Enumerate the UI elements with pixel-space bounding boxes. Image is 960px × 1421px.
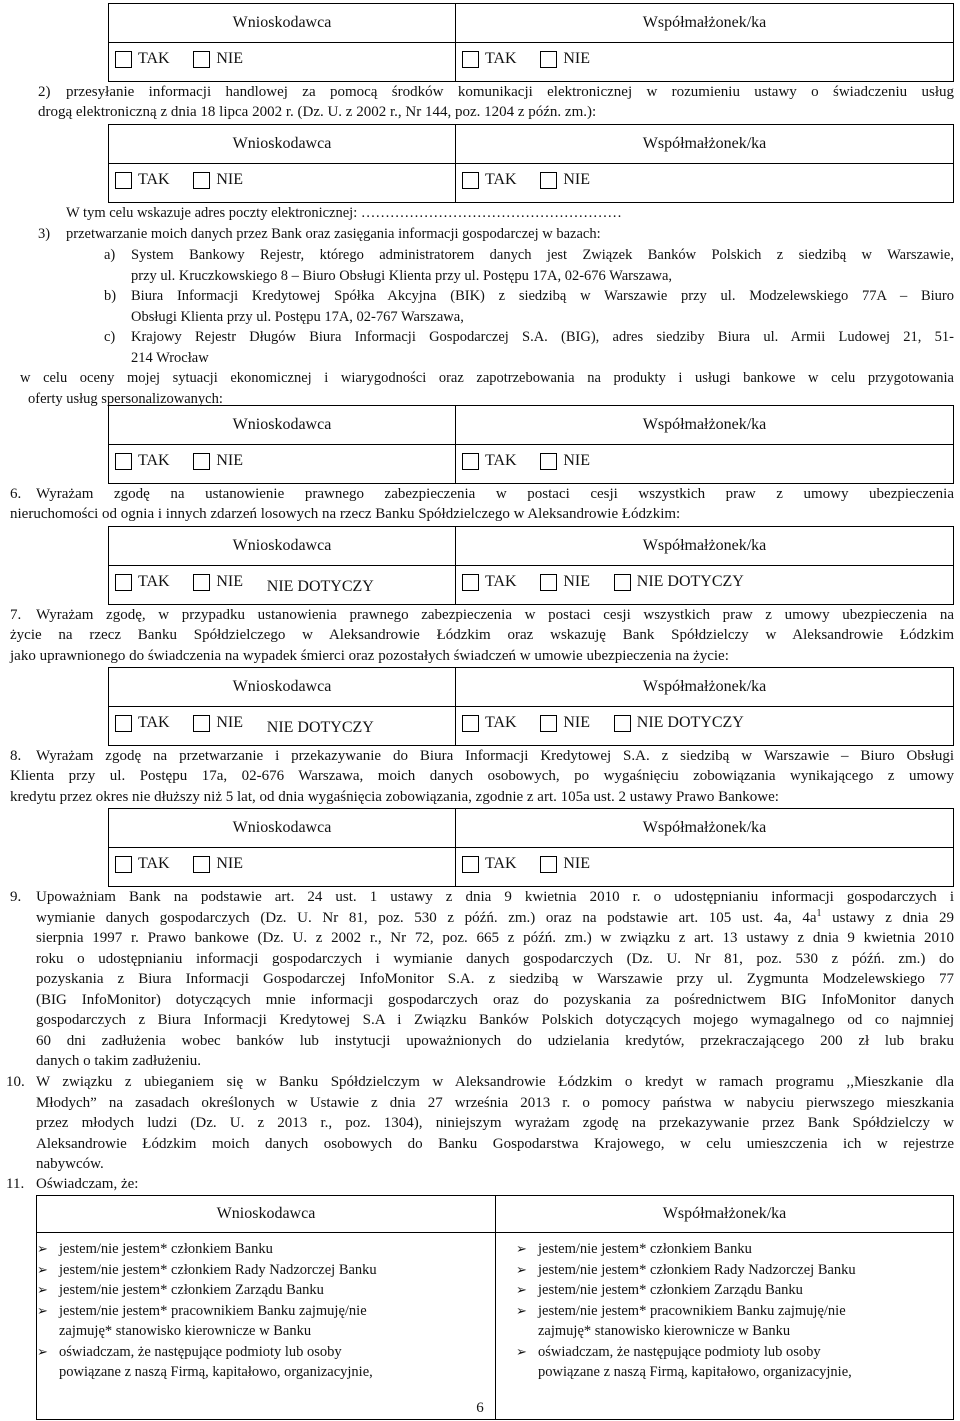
applicant-header: Wnioskodawca [109,668,456,707]
item-7-line3: jako uprawnionego do świadczenia na wypadek śmierci oraz pozostałych świadczeń w umowie ubezpieczenia na życie: [10,647,729,664]
checkbox[interactable] [462,856,479,873]
checkbox[interactable] [540,453,557,470]
item-6-line2: nieruchomości od ognia i innych zdarzeń losowych na rzecz Banku Spółdzielczego w Aleksandrowie Łódzkim: [10,506,681,522]
item-3b-line1: Biura Informacji Kredytowej Spółka Akcyjna (BIK) z siedzibą w Warszawie przy ul. Modzelewskiego 77A – Biuro [131,288,954,304]
item-3c-label: c) [104,329,116,345]
option-nie: NIE [216,714,244,732]
email-label: W tym celu wskazuje adres poczty elektronicznej: ……………………………………………… [66,205,622,221]
option-tak: TAK [138,714,170,732]
spouse-header: Współmałżonek/ka [456,125,954,164]
arrow-bullet-icon: ➢ [37,1241,48,1256]
option-nie: NIE [563,714,591,732]
checkbox[interactable] [462,172,479,189]
item-8-line2: Klienta przy ul. Postępu 17a, 02-676 Warszawa, moich danych osobowych, po wygaśnięciu zobowiązania wynikającego z umowy [10,768,954,784]
checkbox[interactable] [115,715,132,732]
checkbox[interactable] [462,51,479,68]
checkbox[interactable] [540,856,557,873]
checkbox[interactable] [193,453,210,470]
applicant-header: Wnioskodawca [109,809,456,848]
checkbox[interactable] [540,51,557,68]
option-tak: TAK [138,855,170,873]
option-nie: NIE [563,855,591,873]
list-item: ➢ jestem/nie jestem* członkiem Banku [37,1239,495,1260]
arrow-bullet-icon: ➢ [516,1241,527,1256]
list-item: ➢ jestem/nie jestem* członkiem Rady Nadzorczej Banku [516,1260,953,1281]
item-10-number: 10. [6,1074,25,1090]
option-tak: TAK [138,452,170,470]
applicant-header: Wnioskodawca [109,406,456,445]
list-item: ➢ jestem/nie jestem* pracownikiem Banku zajmuję/nie zajmuję* stanowisko kierownicze w Banku [37,1302,367,1339]
consent-table-2 [108,124,954,203]
option-tak: TAK [485,714,517,732]
item-7-line2: życie na rzecz Banku Spółdzielczego w Aleksandrowie Łódzkim oraz wskazuję Bank Spółdzielczy w Aleksandrowie Łódzkim [10,627,954,643]
spouse-header: Współmałżonek/ka [456,527,954,566]
arrow-bullet-icon: ➢ [37,1282,48,1297]
spouse-header: Współmałżonek/ka [456,809,954,848]
arrow-bullet-icon: ➢ [37,1261,48,1277]
item-9-number: 9. [10,889,22,905]
item-3b-label: b) [104,288,117,304]
item-7-line1: Wyrażam zgodę, w przypadku ustanowienia prawnego zabezpieczenia w postaci cesji wszystkich praw z umowy ubezpieczenia na [36,607,954,623]
option-nie: NIE [563,50,591,68]
item-11-number: 11. [6,1176,25,1192]
item-8-line1: Wyrażam zgodę na przetwarzanie i przekazywanie do Biura Informacji Kredytowej S.A. z siedzibą w Warszawie – Biuro Obsługi [36,748,954,764]
arrow-bullet-icon: ➢ [516,1282,527,1297]
list-item: ➢ jestem/nie jestem* pracownikiem Banku zajmuję/nie zajmuję* stanowisko kierownicze w Banku [516,1302,846,1339]
option-tak: TAK [485,452,517,470]
checkbox[interactable] [193,574,210,591]
checkbox[interactable] [462,453,479,470]
arrow-bullet-icon: ➢ [37,1343,48,1359]
consent-table-5 [108,667,954,746]
arrow-bullet-icon: ➢ [516,1302,527,1318]
checkbox[interactable] [115,51,132,68]
option-tak: TAK [138,50,170,68]
applicant-header: Wnioskodawca [109,4,456,43]
consent-table-3 [108,405,954,484]
option-nie-dotyczy: NIE DOTYCZY [266,578,374,596]
arrow-bullet-icon: ➢ [516,1261,527,1277]
checkbox[interactable] [115,172,132,189]
checkbox[interactable] [115,574,132,591]
option-nie: NIE [216,452,244,470]
checkbox[interactable] [193,172,210,189]
applicant-header: Wnioskodawca [109,125,456,164]
list-item: ➢ oświadczam, że następujące podmioty lub osoby powiązane z naszą Firmą, kapitałowo, organizacyjnie, [37,1343,373,1380]
applicant-declarations [37,1233,496,1420]
option-tak: TAK [485,855,517,873]
list-item: ➢ jestem/nie jestem* członkiem Zarządu Banku [37,1280,495,1301]
item-7-number: 7. [10,607,22,623]
applicant-header: Wnioskodawca [37,1196,496,1233]
item-10-text: W związku z ubieganiem się w Banku Spółdzielczym w Aleksandrowie Łódzkim o kredyt w ramach programu ,,Mieszkanie dla Młodych” na zasadach określonych w Ustawie z dnia 27 września 2013 r. o pomocy państwa w nabyciu pierwszego mieszkania przez młodych ludzi (Dz. U. z 2013 r., poz. 1304), niniejszym wyrażam zgodę na przekazywanie przez Bank Spółdzielczy w Aleksandrowie Łódzkim moich danych osobowych do Banku Gospodarstwa Krajowego, w celu umieszczenia ich w rejestrze nabywców. [36,1074,954,1172]
item-6-line1: Wyrażam zgodę na ustanowienie prawnego zabezpieczenia w postaci cesji wszystkich praw z umowy ubezpieczenia [36,486,954,502]
item-8-number: 8. [10,748,22,764]
checkbox[interactable] [193,856,210,873]
spouse-declarations [496,1233,954,1420]
consent-table-6 [108,808,954,887]
option-nie: NIE [216,50,244,68]
option-nie: NIE [216,573,244,591]
item-6-number: 6. [10,486,22,502]
option-tak: TAK [138,573,170,591]
consent-table-4 [108,526,954,605]
item-3-title: przetwarzanie moich danych przez Bank oraz zasięgania informacji gospodarczej w bazach: [66,226,601,242]
item-3-purpose-line2: oferty usług spersonalizowanych: [28,390,223,407]
item-3-purpose-line1: w celu oceny mojej sytuacji ekonomicznej i wiarygodności oraz zapotrzebowania na produkty i usługi bankowe w celu przygotowania [20,370,954,386]
arrow-bullet-icon: ➢ [516,1343,527,1359]
page-number: 6 [476,1400,484,1416]
option-nie: NIE [563,452,591,470]
spouse-header: Współmałżonek/ka [456,406,954,445]
checkbox[interactable] [193,51,210,68]
item-8-line3: kredytu przez okres nie dłuższy niż 5 lat, od dnia wygaśnięcia zobowiązania, zgodnie z art. 105a ust. 2 ustawy Prawo Bankowe: [10,788,779,805]
checkbox[interactable] [115,856,132,873]
option-nie-dotyczy: NIE DOTYCZY [636,573,744,591]
option-nie: NIE [216,855,244,873]
option-tak: TAK [485,171,517,189]
item-3a-label: a) [104,247,116,263]
spouse-header: Współmałżonek/ka [496,1196,954,1233]
checkbox[interactable] [614,574,631,591]
option-nie: NIE [563,171,591,189]
item-3-number: 3) [38,226,51,242]
item-3a-line1: System Bankowy Rejestr, którego administratorem danych jest Związek Banków Polskich z siedzibą w Warszawie, [131,247,954,263]
option-nie-dotyczy: NIE DOTYCZY [636,714,744,732]
item-3c-line1: Krajowy Rejestr Długów Biura Informacji Gospodarczej S.A. (BIG), adres siedziby Biura ul. Armii Ludowej 21, 51- [131,329,954,345]
item-9-text: Upoważniam Bank na podstawie art. 24 ust. 1 ustawy z dnia 9 kwietnia 2010 r. o udostępnianiu informacji gospodarczych i wymianie danych gospodarczych (Dz. U. Nr 81, poz. 530 z późń. zm.) oraz na podstawie art. 105 ust. 4a, $4a^1$ ustawy z dnia 29 sierpnia 1997 r. Prawo bankowe (Dz. U. z 2002 r., Nr 72, poz. 665 z późń. zm.) w związku z art. 13 ustawy z dnia 9 kwietnia 2010 roku o udostępnianiu informacji gospodarczych i wymianie danych gospodarczych (Dz. U. Nr 81, poz. 530 z późń. zm.) do pozyskania z Biura Informacji Gospodarczej InfoMonitor S.A. z siedzibą w Warszawie przy ul. Zygmunta Modzelewskiego 77 (BIG InfoMonitor) dotyczących mnie informacji gospodarczych oraz do pozyskania za pośrednictwem BIG InfoMonitor danych gospodarczych z Biura Informacji Kredytowej S.A i Związku Banków Polskich dotyczących mojego wymagalnego od co najmniej 60 dni zadłużenia wobec banków lub instytucji upoważnionych do udzielania kredytów, przekraczającego 200 zł lub braku danych o takim zadłużeniu. [36,889,954,1069]
item-3b-line2: Obsługi Klienta przy ul. Postępu 17A, 02-767 Warszawa, [131,308,464,325]
checkbox[interactable] [115,453,132,470]
checkbox[interactable] [540,574,557,591]
option-tak: TAK [138,171,170,189]
list-item: ➢ jestem/nie jestem* członkiem Rady Nadzorczej Banku [37,1260,495,1281]
arrow-bullet-icon: ➢ [37,1302,48,1318]
item-3a-line2: przy ul. Kruczkowskiego 8 – Biuro Obsługi Klienta przy ul. Postępu 17A, 02-676 Warszawa, [131,267,673,284]
option-tak: TAK [485,573,517,591]
checkbox[interactable] [462,574,479,591]
option-tak: TAK [485,50,517,68]
list-item: ➢ jestem/nie jestem* członkiem Banku [516,1239,953,1260]
list-item: ➢ jestem/nie jestem* członkiem Zarządu Banku [516,1280,953,1301]
item-11-title: Oświadczam, że: [36,1176,139,1192]
list-item: ➢ oświadczam, że następujące podmioty lub osoby powiązane z naszą Firmą, kapitałowo, organizacyjnie, [516,1343,852,1380]
consent-table-1 [108,3,954,82]
applicant-header: Wnioskodawca [109,527,456,566]
item-3c-line2: 214 Wrocław [131,349,209,366]
spouse-header: Współmałżonek/ka [456,4,954,43]
option-nie-dotyczy: NIE DOTYCZY [266,719,374,737]
option-nie: NIE [563,573,591,591]
checkbox[interactable] [614,715,631,732]
declaration-table [36,1195,954,1420]
option-nie: NIE [216,171,244,189]
checkbox[interactable] [540,715,557,732]
checkbox[interactable] [193,715,210,732]
item-2-number: 2) [38,84,51,100]
checkbox[interactable] [540,172,557,189]
item-2-text: przesyłanie informacji handlowej za pomocą środków komunikacji elektronicznej w rozumieniu ustawy o świadczeniu usług [66,84,954,100]
spouse-header: Współmałżonek/ka [456,668,954,707]
checkbox[interactable] [462,715,479,732]
